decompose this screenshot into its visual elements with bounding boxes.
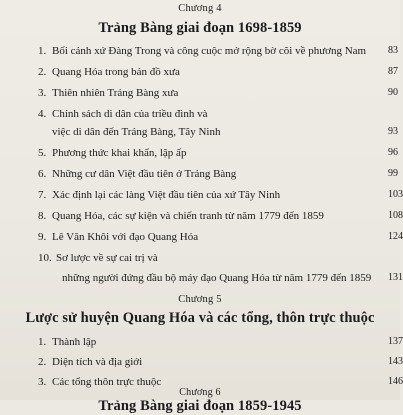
toc-entry[interactable] (38, 64, 400, 80)
entry-number: 3. (38, 87, 47, 99)
entry-title: Bối cảnh xứ Đàng Trong và công cuộc mở rộng bờ cõi về phương Nam (52, 45, 367, 57)
entry-page: 124 (388, 231, 403, 242)
entry-page: 143 (388, 356, 403, 367)
entry-page: 108 (388, 210, 403, 221)
entry-title: Thành lập (52, 336, 97, 348)
entry-number: 5. (38, 147, 47, 159)
entry-page: 137 (388, 336, 403, 347)
entry-title: Diện tích và địa giới (52, 356, 143, 368)
toc-entry[interactable] (38, 354, 403, 370)
toc-entry[interactable] (38, 374, 403, 390)
chapter-4-title: Trảng Bàng giai đoạn 1698-1859 (98, 20, 302, 36)
entry-page: 93 (388, 126, 398, 137)
entry-number: 2. (38, 356, 47, 368)
entry-title: việc di dân đến Trảng Bàng, Tây Ninh (52, 126, 221, 138)
entry-number: 1. (38, 45, 47, 57)
toc-entry[interactable] (38, 166, 400, 182)
toc-entry[interactable] (38, 106, 400, 122)
toc-entry[interactable] (38, 124, 400, 140)
entry-title: Lê Văn Khôi với đạo Quang Hóa (52, 231, 199, 243)
entry-number: 9. (38, 231, 47, 243)
entry-title: Quang Hóa trong bản đồ xưa (52, 66, 180, 78)
toc-entry[interactable] (38, 270, 403, 286)
toc-entry[interactable] (38, 187, 403, 203)
chapter-6-label: Chương 6 (179, 387, 221, 398)
entry-title: Chính sách di dân của triều đình và (52, 108, 208, 120)
entry-page: 103 (388, 189, 403, 200)
chapter-4-label: Chương 4 (178, 3, 222, 14)
entry-number: 2. (38, 66, 47, 78)
toc-entry[interactable] (38, 334, 403, 350)
entry-title: Quang Hóa, các sự kiện và chiến tranh từ năm 1779 đến 1859 (52, 210, 324, 222)
entry-number: 1. (38, 336, 47, 348)
entry-title: những người đứng đầu bộ máy đạo Quang Hóa từ năm 1779 đến 1859 (62, 272, 372, 284)
entry-title: Các tổng thôn trực thuộc (52, 376, 162, 388)
entry-number: 7. (38, 189, 47, 201)
entry-title: Những cư dân Việt đầu tiên ở Trảng Bàng (52, 168, 237, 180)
chapter-5-label: Chương 5 (178, 294, 222, 305)
entry-page: 131 (388, 272, 403, 283)
toc-entry[interactable] (38, 229, 403, 245)
entry-page: 83 (388, 45, 398, 56)
entry-number: 4. (38, 108, 47, 120)
entry-page: 99 (388, 168, 398, 179)
entry-number: 3. (38, 376, 47, 388)
entry-title: Phương thức khai khẩn, lập ấp (52, 147, 187, 159)
toc-entry[interactable] (38, 145, 400, 161)
entry-title: Sơ lược về sự cai trị và (56, 252, 158, 264)
toc-entry[interactable] (38, 43, 400, 59)
toc-entry[interactable] (38, 85, 400, 101)
toc-entry[interactable] (38, 250, 400, 266)
entry-title: Xác định lại các làng Việt đầu tiên của xứ Tây Ninh (52, 189, 281, 201)
chapter-5-title: Lược sử huyện Quang Hóa và các tổng, thôn trực thuộc (25, 310, 375, 326)
entry-number: 10. (38, 252, 52, 264)
entry-page: 96 (388, 147, 398, 158)
entry-page: 146 (388, 376, 403, 387)
toc-entry[interactable] (38, 208, 403, 224)
entry-number: 8. (38, 210, 47, 222)
entry-number: 6. (38, 168, 47, 180)
entry-page: 90 (388, 87, 398, 98)
chapter-6-title: Trảng Bàng giai đoạn 1859-1945 (98, 398, 302, 414)
entry-title: Thiên nhiên Trảng Bàng xưa (52, 87, 179, 99)
entry-page: 87 (388, 66, 398, 77)
